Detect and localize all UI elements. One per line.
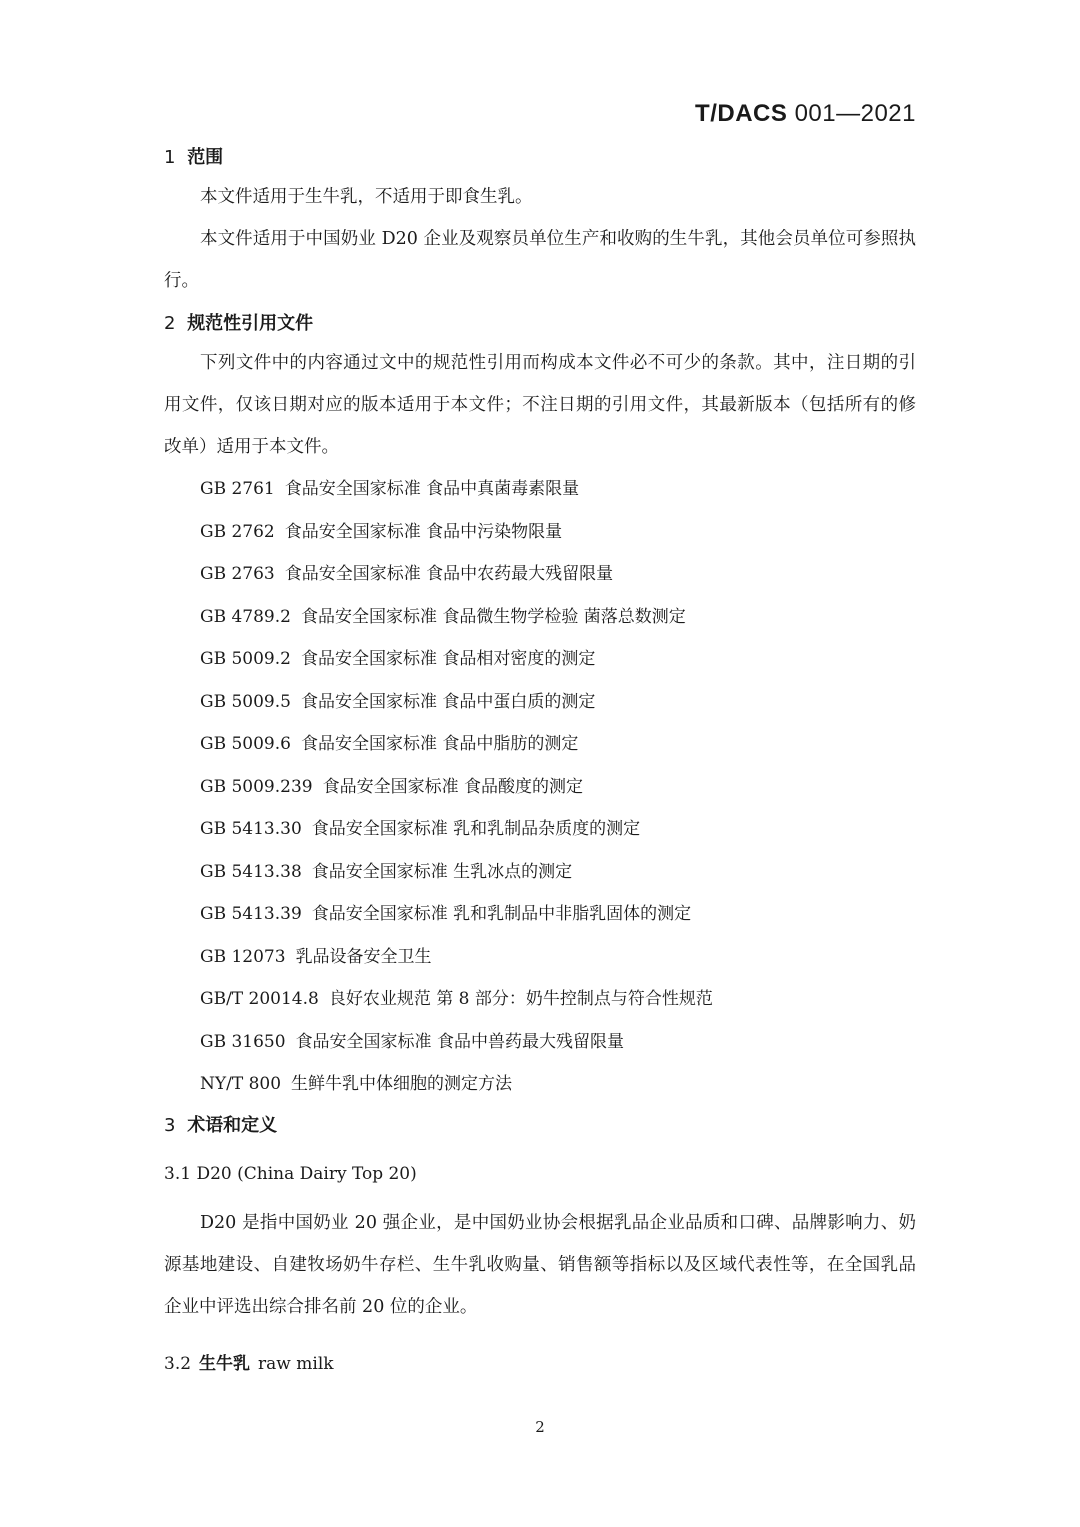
reference-item (164, 638, 916, 681)
scope-paragraph-1: 本文件适用于生牛乳，不适用于即食生乳。 (200, 187, 533, 207)
reference-item (164, 723, 916, 766)
reference-title: 食品安全国家标准 食品中农药最大残留限量 (284, 564, 614, 584)
reference-code: GB 5009.6 (200, 734, 291, 754)
reference-title: 食品安全国家标准 食品微生物学检验 菌落总数测定 (300, 606, 686, 627)
term-number: 3.2 (164, 1353, 192, 1374)
reference-item (164, 468, 916, 511)
section-1-heading (164, 140, 916, 176)
reference-item (164, 553, 916, 596)
reference-code: GB 12073 (200, 946, 286, 967)
reference-item (164, 893, 916, 936)
term-3-1-definition: D20 是指中国奶业 20 强企业，是中国奶业协会根据乳品企业品质和口碑、品牌影响力、奶源基地建设、自建牧场奶牛存栏、生牛乳收购量、销售额等指标以及区域代表性等，在全国乳品企业中评选出综合排名前 20 位的企业。 (164, 1212, 916, 1317)
term-3-1-label: 3.1 D20 (China Dairy Top 20) (164, 1163, 417, 1184)
reference-code: GB 5009.239 (200, 776, 313, 797)
reference-title: 食品安全国家标准 生乳冰点的测定 (311, 861, 573, 882)
reference-code: GB 2762 (200, 521, 275, 542)
reference-item (164, 936, 916, 979)
reference-code: GB 5413.30 (200, 819, 302, 839)
reference-title: 食品安全国家标准 食品酸度的测定 (322, 776, 583, 797)
section-title: 规范性引用文件 (187, 313, 314, 334)
references-intro: 下列文件中的内容通过文中的规范性引用而构成本文件必不可少的条款。其中，注日期的引用文件，仅该日期对应的版本适用于本文件；不注日期的引用文件，其最新版本（包括所有的修改单）适用于本文件。 (164, 353, 916, 457)
reference-code: GB 4789.2 (200, 606, 291, 627)
document-code (695, 100, 916, 128)
reference-title: 乳品设备安全卫生 (295, 946, 432, 967)
page-content (164, 140, 916, 1386)
reference-item (164, 1063, 916, 1106)
reference-item (164, 511, 916, 554)
reference-item (164, 766, 916, 809)
term-english: raw milk (258, 1353, 334, 1374)
reference-code: GB 5009.5 (200, 691, 291, 712)
term-3-2-heading (164, 1342, 916, 1386)
reference-item (164, 596, 916, 639)
section-3-heading (164, 1108, 916, 1144)
reference-title: 食品安全国家标准 食品中蛋白质的测定 (300, 691, 596, 712)
reference-code: GB 31650 (200, 1031, 286, 1052)
document-code-suffix: 001—2021 (794, 100, 916, 127)
reference-code: GB 2763 (200, 564, 275, 584)
reference-title: 食品安全国家标准 食品中脂肪的测定 (300, 734, 579, 754)
reference-title: 生鲜牛乳中体细胞的测定方法 (291, 1074, 513, 1094)
term-chinese: 生牛乳 (199, 1353, 251, 1374)
reference-item (164, 851, 916, 894)
reference-title: 食品安全国家标准 食品中真菌毒素限量 (284, 479, 580, 499)
section-number: 2 (164, 313, 176, 334)
reference-code: GB/T 20014.8 (200, 989, 319, 1009)
reference-title: 食品安全国家标准 乳和乳制品杂质度的测定 (311, 819, 641, 839)
reference-code: GB 5413.39 (200, 904, 302, 924)
section-title: 术语和定义 (187, 1114, 278, 1136)
reference-title: 食品安全国家标准 食品中污染物限量 (284, 521, 563, 542)
reference-code: NY/T 800 (200, 1074, 282, 1094)
section-title: 范围 (187, 147, 224, 168)
section-number: 3 (164, 1114, 176, 1136)
reference-title: 食品安全国家标准 食品中兽药最大残留限量 (295, 1031, 624, 1052)
reference-list (164, 468, 916, 1106)
reference-title: 食品安全国家标准 食品相对密度的测定 (300, 649, 596, 669)
reference-item (164, 808, 916, 851)
reference-code: GB 2761 (200, 479, 275, 499)
reference-item (164, 681, 916, 724)
reference-title: 食品安全国家标准 乳和乳制品中非脂乳固体的测定 (311, 904, 692, 924)
reference-item (164, 1021, 916, 1064)
reference-item (164, 978, 916, 1021)
section-2-heading (164, 306, 916, 342)
scope-paragraph-2: 本文件适用于中国奶业 D20 企业及观察员单位生产和收购的生牛乳，其他会员单位可参照执行。 (164, 229, 916, 291)
reference-code: GB 5009.2 (200, 649, 291, 669)
reference-code: GB 5413.38 (200, 861, 302, 882)
section-number: 1 (164, 147, 176, 168)
document-code-prefix: T/DACS (695, 100, 788, 127)
reference-title: 良好农业规范 第 8 部分：奶牛控制点与符合性规范 (328, 989, 713, 1009)
page-number: 2 (535, 1418, 545, 1436)
